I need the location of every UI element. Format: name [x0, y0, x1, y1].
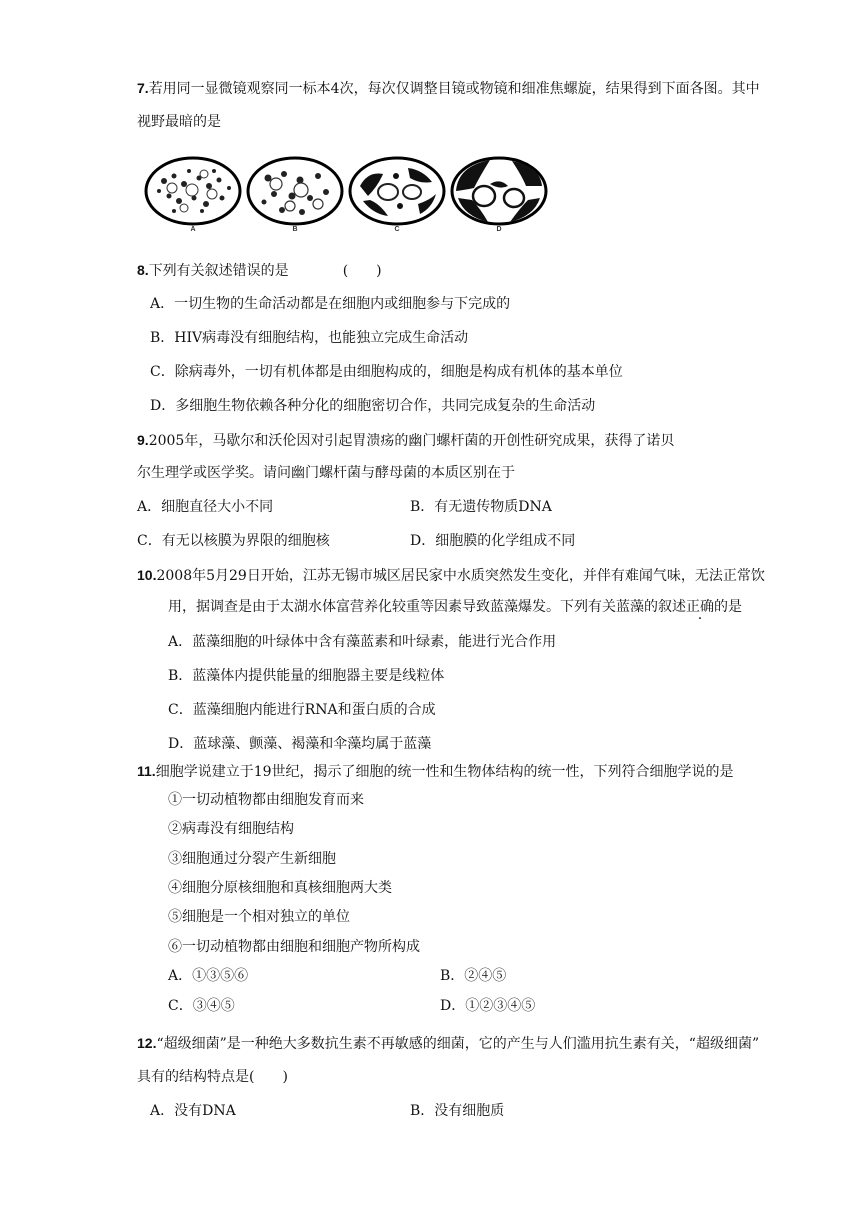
q9-stem-1: 2005年，马歇尔和沃伦因对引起胃溃疡的幽门螺杆菌的开创性研究成果，获得了诺贝 [148, 433, 675, 449]
microscope-view-b [246, 156, 344, 226]
q11-stem-line [137, 761, 734, 782]
q8-answer-paren: ( ) [342, 263, 382, 279]
figure-label-c: C [394, 226, 400, 233]
q8-option-b: B．HIV病毒没有细胞结构，也能独立完成生命活动 [150, 330, 469, 346]
q11-item-2: ②病毒没有细胞结构 [168, 821, 294, 837]
q10-stem-1: 2008年5月29日开始，江苏无锡市城区居民家中水质突然发生变化，并伴有难闻气味，无法正常饮 [156, 568, 765, 584]
q7-line1 [137, 78, 760, 99]
q8-stem-line [137, 260, 382, 281]
q12-option-a: A．没有DNA [150, 1103, 236, 1119]
q8-option-c: C．除病毒外，一切有机体都是由细胞构成的，细胞是构成有机体的基本单位 [150, 364, 623, 380]
q7-number: 7. [137, 80, 149, 96]
q10-emphasis: 正确 [686, 599, 714, 615]
figure-label-a: A [190, 226, 196, 233]
q12-line2: 具有的结构特点是( ) [137, 1069, 288, 1085]
q11-stem: 细胞学说建立于19世纪，揭示了细胞的统一性和生物体结构的统一性，下列符合细胞学说的是 [155, 764, 734, 780]
microscope-view-d [450, 156, 548, 226]
q12-option-b: B．没有细胞质 [410, 1103, 505, 1119]
q11-item-5: ⑤细胞是一个相对独立的单位 [168, 909, 350, 925]
q12-stem-1: “超级细菌”是一种绝大多数抗生素不再敏感的细菌，它的产生与人们滥用抗生素有关，“超级细菌” [156, 1036, 760, 1052]
q11-item-3: ③细胞通过分裂产生新细胞 [168, 851, 336, 867]
q10-option-d: D．蓝球藻、颤藻、褐藻和伞藻均属于蓝藻 [168, 736, 432, 752]
q10-line2 [168, 597, 742, 617]
q11-option-a: A．①③⑤⑥ [168, 968, 249, 984]
microscope-figure [144, 156, 548, 240]
q10-stem-2a: 用，据调查是由于太湖水体富营养化较重等因素导致蓝藻爆发。下列有关蓝藻的叙述 [168, 599, 686, 615]
q9-line2: 尔生理学或医学奖。请问幽门螺杆菌与酵母菌的本质区别在于 [137, 465, 515, 481]
q7-line2: 视野最暗的是 [137, 114, 221, 130]
figure-label-b: B [292, 226, 298, 233]
q9-option-d: D．细胞膜的化学组成不同 [410, 533, 576, 549]
q10-option-c: C．蓝藻细胞内能进行RNA和蛋白质的合成 [168, 702, 436, 718]
q8-stem: 下列有关叙述错误的是 [148, 263, 289, 279]
q11-item-1: ①一切动植物都由细胞发育而来 [168, 792, 364, 808]
q11-option-d: D．①②③④⑤ [440, 998, 536, 1014]
q8-number: 8. [137, 262, 149, 278]
q12-line1 [137, 1033, 759, 1054]
figure-label-d: D [496, 226, 502, 233]
q11-item-4: ④细胞分原核细胞和真核细胞两大类 [168, 880, 392, 896]
microscope-view-c [348, 156, 446, 226]
q9-option-a: A．细胞直径大小不同 [137, 499, 274, 515]
q11-number: 11. [137, 763, 156, 779]
q9-line1 [137, 430, 674, 451]
q10-option-b: B．蓝藻体内提供能量的细胞器主要是线粒体 [168, 668, 445, 684]
q7-stem-1: 若用同一显微镜观察同一标本4次，每次仅调整目镜或物镜和细准焦螺旋，结果得到下面各图。其中 [148, 81, 760, 97]
q10-stem-2c: 的是 [714, 599, 742, 615]
q8-option-a: A．一切生物的生命活动都是在细胞内或细胞参与下完成的 [150, 296, 511, 312]
q11-option-b: B．②④⑤ [440, 968, 507, 984]
q10-line1 [137, 565, 765, 586]
q11-option-c: C．③④⑤ [168, 998, 235, 1014]
q12-number: 12. [137, 1035, 157, 1051]
q9-option-c: C．有无以核膜为界限的细胞核 [137, 533, 330, 549]
q9-number: 9. [137, 432, 149, 448]
q11-item-6: ⑥一切动植物都由细胞和细胞产物所构成 [168, 939, 420, 955]
q10-number: 10. [137, 567, 157, 583]
q9-option-b: B．有无遗传物质DNA [410, 499, 552, 515]
q10-option-a: A．蓝藻细胞的叶绿体中含有藻蓝素和叶绿素，能进行光合作用 [168, 634, 557, 650]
microscope-view-a [144, 156, 242, 226]
q8-option-d: D．多细胞生物依赖各种分化的细胞密切合作，共同完成复杂的生命活动 [150, 398, 596, 414]
